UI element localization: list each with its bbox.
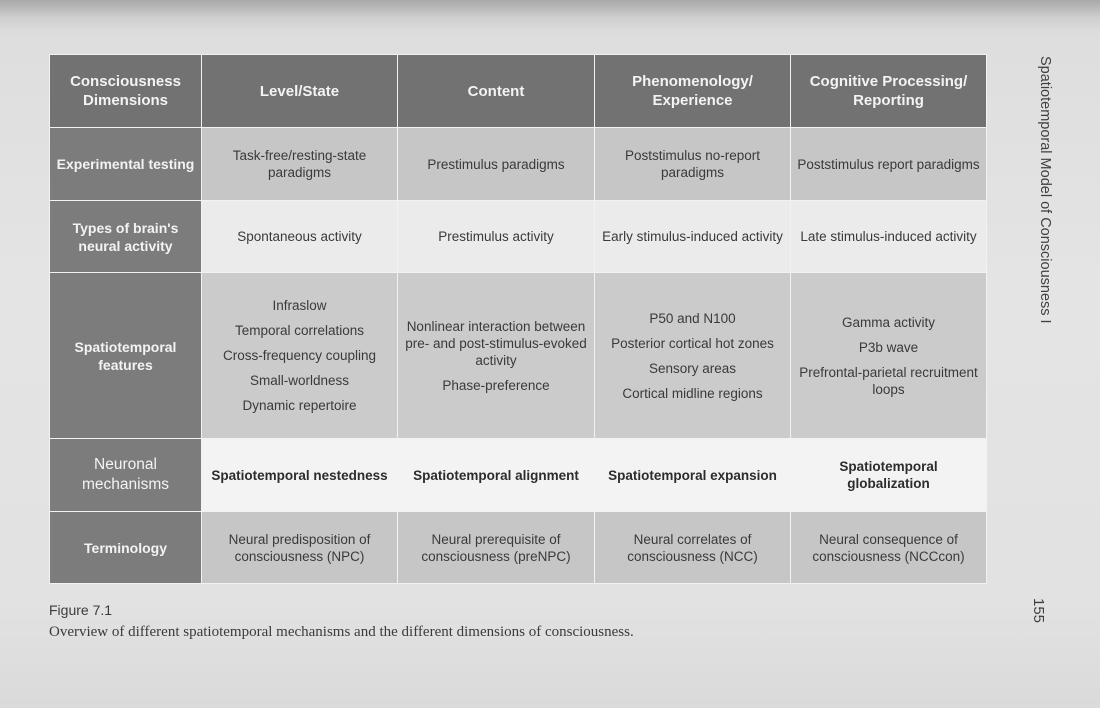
table-cell (202, 273, 398, 439)
list-item: Gamma activity (841, 314, 936, 330)
table-cell: Spatiotemporal expansion (595, 439, 791, 512)
list-item: Cortical midline regions (622, 385, 763, 401)
table-cell: Prestimulus activity (398, 201, 595, 273)
table-cell (595, 273, 791, 439)
page-top-shadow (0, 0, 1100, 30)
table-cell: Spatiotemporal nestedness (202, 439, 398, 512)
row-label-neural-activity-types: Types of brain's neural activity (50, 201, 202, 273)
list-item: Sensory areas (648, 360, 737, 376)
list-item: Temporal correlations (234, 323, 365, 338)
table-cell: Late stimulus-induced activity (791, 201, 987, 273)
figure-caption: Overview of different spatiotemporal mechanisms and the different dimensions of consciousness. (49, 624, 634, 640)
header-cognitive-processing-reporting: Cognitive Processing/ Reporting (791, 55, 987, 128)
table-row-spatiotemporal-features (50, 273, 987, 439)
row-label-spatiotemporal-features: Spatiotemporal features (50, 273, 202, 439)
table-cell: Neural prerequisite of consciousness (preNPC) (398, 512, 595, 584)
header-consciousness-dimensions: Consciousness Dimensions (50, 55, 202, 128)
table-cell (791, 273, 987, 439)
list-item: P50 and N100 (649, 310, 736, 326)
table-cell: Spatiotemporal globalization (791, 439, 987, 512)
list-item: Prefrontal-parietal recruitment loops (799, 364, 978, 397)
table-row-terminology (50, 512, 987, 584)
table-row-neuronal-mechanisms (50, 439, 987, 512)
table-cell: Poststimulus no-report paradigms (595, 128, 791, 201)
list-item: Cross-frequency coupling (222, 348, 377, 363)
table-cell: Neural correlates of consciousness (NCC) (595, 512, 791, 584)
figure-label: Figure 7.1 (49, 602, 113, 618)
table-cell: Task-free/resting-state paradigms (202, 128, 398, 201)
list-item: Infraslow (272, 298, 327, 313)
table-row-experimental-testing (50, 128, 987, 201)
header-content: Content (398, 55, 595, 128)
list-item: Phase-preference (442, 377, 550, 393)
table-cell: Prestimulus paradigms (398, 128, 595, 201)
row-label-experimental-testing: Experimental testing (50, 128, 202, 201)
row-label-terminology: Terminology (50, 512, 202, 584)
table-cell: Spatiotemporal alignment (398, 439, 595, 512)
table-cell: Neural consequence of consciousness (NCCcon) (791, 512, 987, 584)
row-label-neuronal-mechanisms: Neuronal mechanisms (50, 439, 202, 512)
table-header-row (50, 55, 987, 128)
table-row-neural-activity-types (50, 201, 987, 273)
running-head: Spatiotemporal Model of Consciousness I (1037, 56, 1053, 324)
list-item: P3b wave (858, 339, 919, 355)
table-cell: Poststimulus report paradigms (791, 128, 987, 201)
list-item: Posterior cortical hot zones (611, 335, 774, 351)
header-level-state: Level/State (202, 55, 398, 128)
page-number: 155 (1030, 598, 1047, 624)
table-cell: Spontaneous activity (202, 201, 398, 273)
list-item: Dynamic repertoire (242, 398, 357, 413)
table-cell: Early stimulus-induced activity (595, 201, 791, 273)
table-cell: Neural predisposition of consciousness (NPC) (202, 512, 398, 584)
table-cell (398, 273, 595, 439)
list-item: Nonlinear interaction between pre- and post-stimulus-evoked activity (405, 318, 587, 368)
list-item: Small-worldness (249, 373, 350, 388)
header-phenomenology-experience: Phenomenology/ Experience (595, 55, 791, 128)
consciousness-dimensions-table (49, 54, 987, 584)
